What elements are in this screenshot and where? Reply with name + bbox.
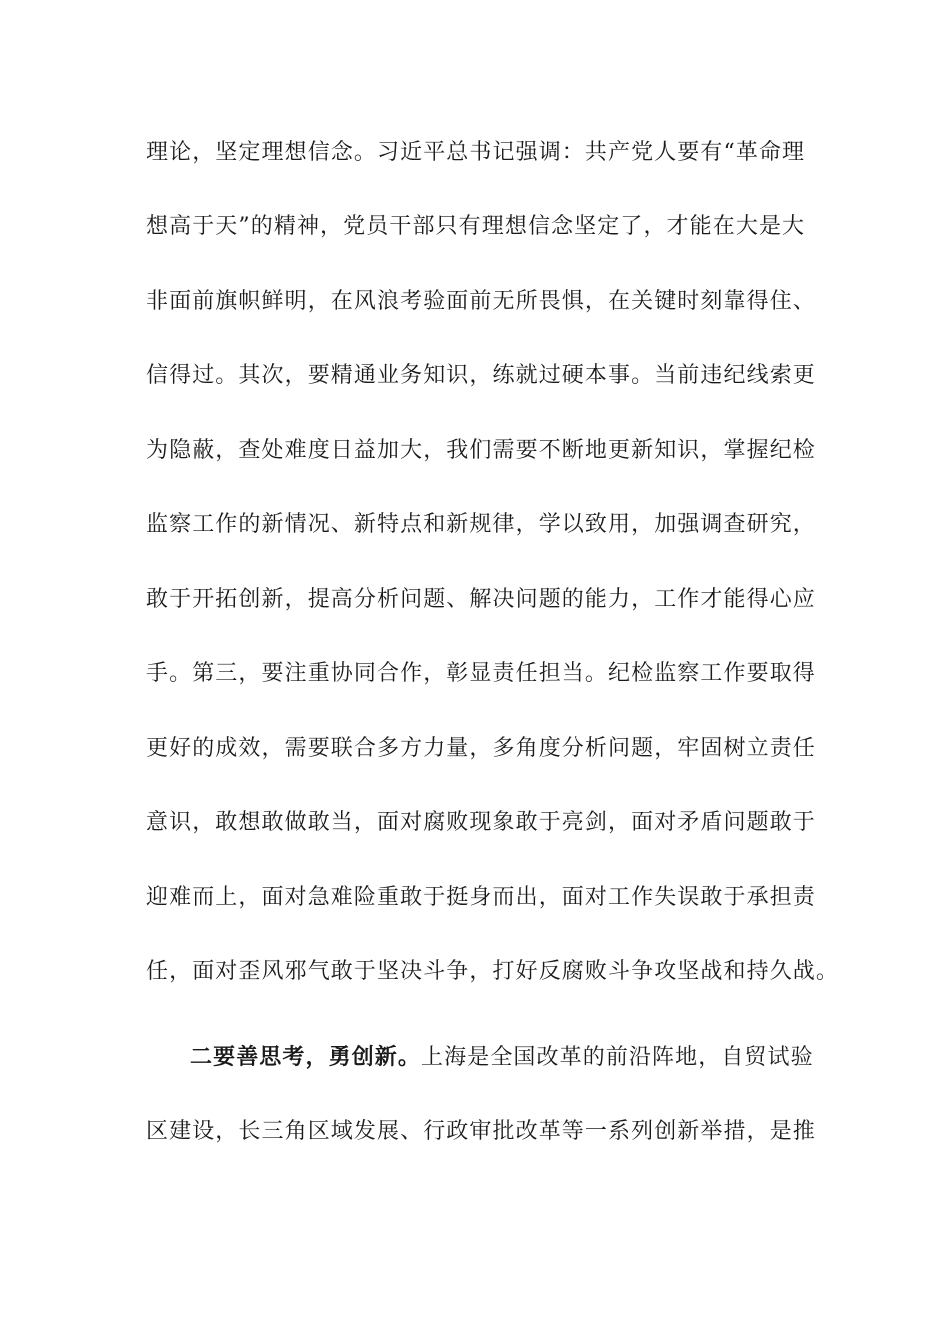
paragraph-line: 理论，坚定理想信念。习近平总书记强调：共产党人要有“革命理 [146, 140, 806, 165]
paragraph-line: 为隐蔽，查处难度日益加大，我们需要不断地更新知识，掌握纪检 [146, 438, 816, 463]
section-2-text: 上海是全国改革的前沿阵地，自贸试验 [421, 1045, 814, 1070]
paragraph-line: 敢于开拓创新，提高分析问题、解决问题的能力，工作才能得心应 [146, 587, 816, 612]
paragraph-line: 非面前旗帜鲜明，在风浪考验面前无所畏惧，在关键时刻靠得住、 [146, 289, 816, 314]
paragraph-line: 信得过。其次，要精通业务知识，练就过硬本事。当前违纪线索更 [146, 363, 816, 388]
paragraph-line: 任，面对歪风邪气敢于坚决斗争，打好反腐败斗争攻坚战和持久战。 [146, 959, 840, 984]
paragraph-line: 迎难而上，面对急难险重敢于挺身而出，面对工作失误敢于承担责 [146, 885, 816, 910]
paragraph-line: 手。第三，要注重协同合作，彰显责任担当。纪检监察工作要取得 [146, 661, 816, 686]
paragraph-line: 想高于天”的精神，党员干部只有理想信念坚定了，才能在大是大 [146, 214, 806, 239]
section-2-heading: 二要善思考，勇创新。 [190, 1044, 422, 1070]
paragraph-line: 更好的成效，需要联合多方力量，多角度分析问题，牢固树立责任 [146, 736, 816, 761]
section-2-first-line [190, 1042, 814, 1073]
paragraph-line: 意识，敢想敢做敢当，面对腐败现象敢于亮剑，面对矛盾问题敢于 [146, 810, 816, 835]
paragraph-line: 区建设，长三角区域发展、行政审批改革等一系列创新举措，是推 [146, 1119, 816, 1144]
paragraph-line: 监察工作的新情况、新特点和新规律，学以致用，加强调查研究， [146, 512, 816, 537]
